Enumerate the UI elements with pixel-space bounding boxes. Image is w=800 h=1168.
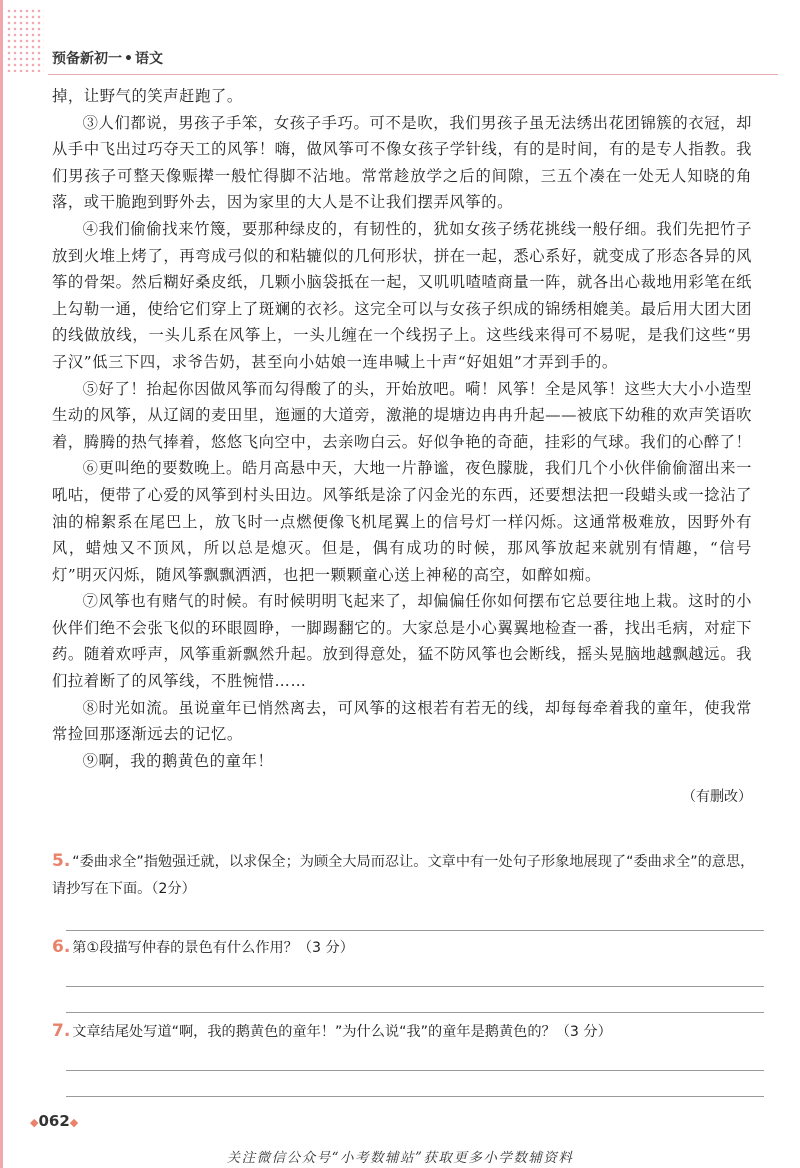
paragraph-4: ④我们偷偷找来竹篾，要那种绿皮的，有韧性的，犹如女孩子绣花挑线一般仔细。我们先把竹子放到火堆上烤了，再弯成弓似的和粘辘似的几何形状，拼在一起，悉心系好，就变成了形态各异的风筝的骨架。然后糊好桑皮纸，几颗小脑袋抵在一起，又叽叽喳喳商量一阵，就各出心裁地用彩笔在纸上勾勒一通，使给它们穿上了斑斓的衣衫。这完全可以与女孩子织成的锦绣相媲美。最后用大团大团的线做放线，一头儿系在风筝上，一头儿缠在一个线拐子上。这些线来得可不易呢，是我们这些“男子汉”低三下四，求爷告奶，甚至向小姑娘一连串喊上十声“好姐姐”才弄到手的。 [52, 219, 752, 371]
question-5-number: 5. [52, 851, 71, 871]
passage [52, 83, 752, 808]
footer-note: 关注微信公众号“小考数辅站”获取更多小学数辅资料 [226, 1150, 574, 1166]
question-5 [52, 848, 762, 903]
header-rule [48, 74, 778, 75]
question-6 [52, 934, 762, 962]
paragraph-3: ③人们都说，男孩子手笨，女孩子手巧。可不是吹，我们男孩子虽无法绣出花团锦簇的衣冠，却从手中飞出过巧夺天工的风筝！嗨，做风筝可不像女孩子学针线，有的是时间，有的是专人指教。我们男孩子可整天像赈撵一般忙得脚不沾地。常常趁放学之后的间隙，三五个凑在一处无人知晓的角落，或干脆跑到野外去，因为家里的大人是不让我们摆弄风筝的。 [52, 113, 752, 212]
page-number-dot-right-icon: ◆ [69, 1116, 79, 1129]
header-subject: 语文 [134, 51, 163, 67]
answer-line-7-1[interactable] [66, 1070, 764, 1071]
question-6-text: 第①段描写仲春的景色有什么作用？（3 分） [72, 940, 354, 956]
paragraph-8: ⑧时光如流。虽说童年已悄然离去，可风筝的这根若有若无的线，却每每牵着我的童年，使我常常捡回那逐渐远去的记忆。 [52, 698, 752, 744]
corner-dot-pattern [6, 8, 44, 72]
paragraph-5: ⑤好了！抬起你因做风筝而勾得酸了的头，开始放吧。嗬！风筝！全是风筝！这些大大小小造型生动的风筝，从辽阔的麦田里，迤逦的大道旁，激滟的堤塘边冉冉升起——被底下幼稚的欢声笑语吹着，腾腾的热气捧着，悠悠飞向空中，去亲吻白云。好似争艳的奇葩，挂彩的气球。我们的心醉了！ [52, 379, 752, 451]
page-number [30, 1112, 78, 1130]
paragraph-6: ⑥更叫绝的要数晚上。皓月高悬中天，大地一片静谧，夜色朦胧，我们几个小伙伴偷偷溜出来一吼咕，便带了心爱的风筝到村头田边。风筝纸是涂了闪金光的东西，还要想法把一段蜡头或一捻沾了油的棉絮系在尾巴上，放飞时一点燃便像飞机尾翼上的信号灯一样闪烁。这通常极难放，因野外有风，蜡烛又不顶风，所以总是熄灭。但是，偶有成功的时候，那风筝放起来就别有情趣，“信号灯”明灭闪烁，随风筝飘飘洒洒，也把一颗颗童心送上神秘的高空，如醉如痴。 [52, 459, 752, 584]
paragraph-9: ⑨啊，我的鹅黄色的童年！ [82, 751, 274, 770]
question-7 [52, 1018, 762, 1046]
source-note: （有删改） [682, 789, 752, 806]
question-6-number: 6. [52, 937, 71, 957]
header-separator: • [124, 51, 133, 67]
paragraph-continued: 掉，让野气的笑声赶跑了。 [52, 87, 243, 105]
answer-line-6-1[interactable] [66, 986, 764, 987]
answer-line-5-1[interactable] [66, 930, 764, 931]
answer-line-7-2[interactable] [66, 1096, 764, 1097]
header-title: 预备新初一 [52, 51, 122, 67]
paragraph-7: ⑦风筝也有赌气的时候。有时候明明飞起来了，却偏偏任你如何摆布它总要往地上栽。这时的小伙伴们绝不会张飞似的环眼圆睁，一脚踢翻它的。大家总是小心翼翼地检查一番，找出毛病，对症下药。随着欢呼声，风筝重新飘然升起。放到得意处，猛不防风筝也会断线，摇头晃脑地越飘越远。我们拉着断了的风筝线，不胜惋惜…… [52, 592, 752, 691]
page-number-dot-left-icon: ◆ [30, 1116, 39, 1129]
running-header [52, 48, 163, 68]
page-number-value: 062 [38, 1112, 70, 1130]
left-margin-rule [0, 0, 3, 1168]
question-5-text: “委曲求全”指勉强迁就，以求保全；为顾全大局而忍让。文章中有一处句子形象地展现了“委曲求全”的意思，请抄写在下面。（2分） [52, 854, 755, 897]
question-7-number: 7. [52, 1021, 71, 1041]
answer-line-6-2[interactable] [66, 1012, 764, 1013]
question-7-text: 文章结尾处写道“啊，我的鹅黄色的童年！”为什么说“我”的童年是鹅黄色的？（3 分） [72, 1024, 612, 1040]
